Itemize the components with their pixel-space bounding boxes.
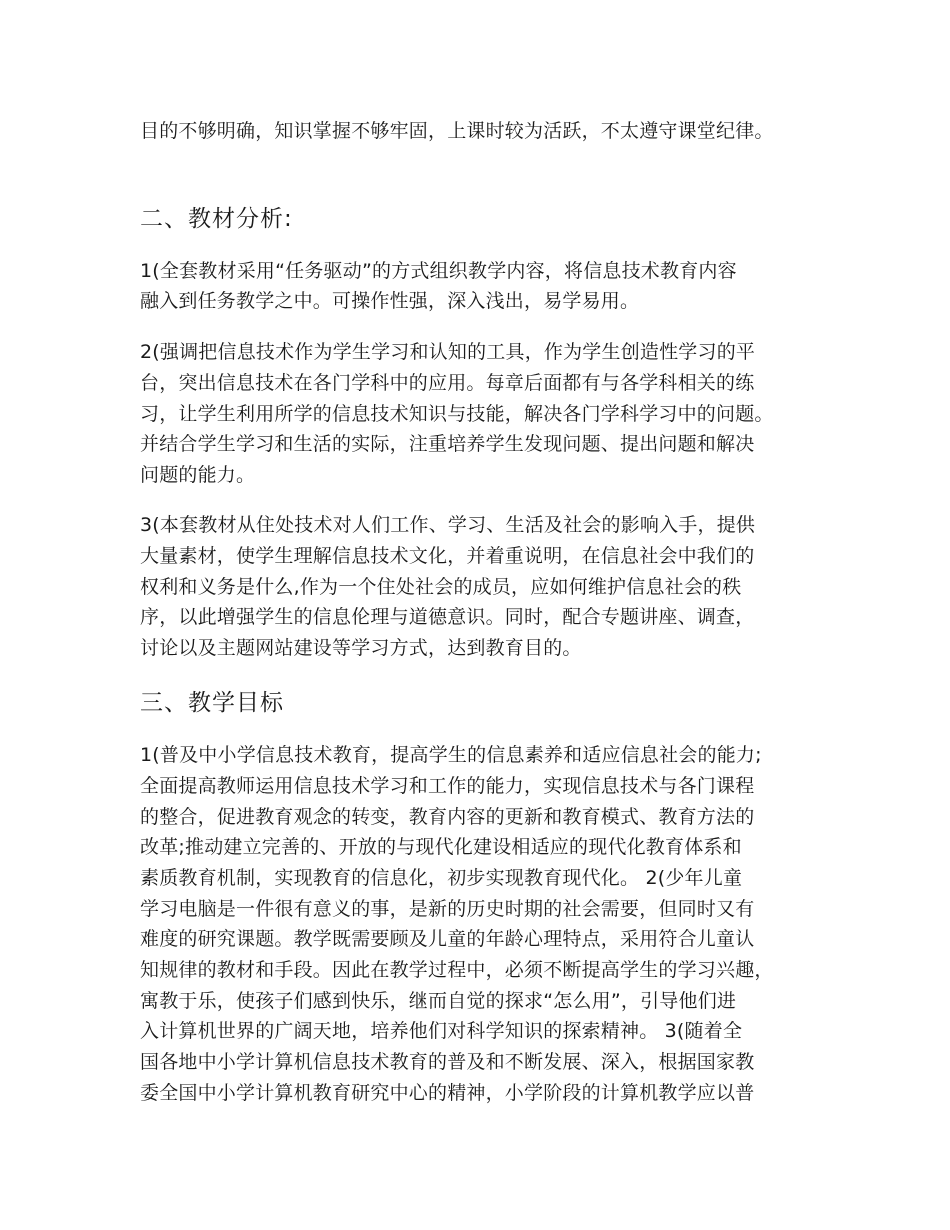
paragraph-line: 改革;推动建立完善的、开放的与现代化建设相适应的现代化教育体系和 — [140, 836, 742, 858]
paragraph-line: 问题的能力。 — [140, 464, 256, 486]
paragraph-line: 大量素材，使学生理解信息技术文化，并着重说明，在信息社会中我们的 — [140, 545, 755, 567]
paragraph-line: 学习电脑是一件很有意义的事，是新的历史时期的社会需要，但同时又有 — [140, 898, 755, 920]
paragraph-line: 3(本套教材从住处技术对人们工作、学习、生活及社会的影响入手，提供 — [140, 514, 756, 536]
paragraph-line: 序，以此增强学生的信息伦理与道德意识。同时，配合专题讲座、调查， — [140, 606, 755, 628]
paragraph-line: 委全国中小学计算机教育研究中心的精神，小学阶段的计算机教学应以普 — [140, 1082, 755, 1104]
paragraph-line: 并结合学生学习和生活的实际，注重培养学生发现问题、提出问题和解决 — [140, 433, 755, 455]
paragraph-line: 习，让学生利用所学的信息技术知识与技能，解决各门学科学习中的问题。 — [140, 403, 774, 425]
paragraph-line: 难度的研究课题。教学既需要顾及儿童的年龄心理特点，采用符合儿童认 — [140, 928, 755, 950]
paragraph-line: 素质教育机制，实现教育的信息化，初步实现教育现代化。 2(少年儿童 — [140, 867, 743, 889]
intro-line: 目的不够明确，知识掌握不够牢固，上课时较为活跃，不太遵守课堂纪律。 — [140, 120, 774, 142]
section-heading-teaching-goals: 三、教学目标 — [140, 690, 284, 716]
paragraph-line: 知规律的教材和手段。因此在教学过程中，必须不断提高学生的学习兴趣， — [140, 959, 774, 981]
paragraph-line: 台，突出信息技术在各门学科中的应用。每章后面都有与各学科相关的练 — [140, 372, 755, 394]
paragraph-line: 权利和义务是什么,作为一个住处社会的成员，应如何维护信息社会的秩 — [140, 576, 742, 598]
paragraph-line: 1(普及中小学信息技术教育，提高学生的信息素养和适应信息社会的能力; — [140, 744, 762, 766]
section-heading-textbook-analysis: 二、教材分析: — [140, 206, 293, 232]
paragraph-line: 的整合，促进教育观念的转变，教育内容的更新和教育模式、教育方法的 — [140, 806, 755, 828]
paragraph-line: 国各地中小学计算机信息技术教育的普及和不断发展、深入，根据国家教 — [140, 1051, 755, 1073]
paragraph-line: 寓教于乐，使孩子们感到快乐，继而自觉的探求“怎么用”，引导他们进 — [140, 990, 737, 1012]
paragraph-line: 入计算机世界的广阔天地，培养他们对科学知识的探索精神。 3(随着全 — [140, 1020, 743, 1042]
paragraph-line: 全面提高教师运用信息技术学习和工作的能力，实现信息技术与各门课程 — [140, 775, 755, 797]
paragraph-line: 2(强调把信息技术作为学生学习和认知的工具，作为学生创造性学习的平 — [140, 341, 756, 363]
paragraph-line: 讨论以及主题网站建设等学习方式，达到教育目的。 — [140, 637, 582, 659]
paragraph-line: 融入到任务教学之中。可操作性强，深入浅出，易学易用。 — [140, 290, 640, 312]
paragraph-line: 1(全套教材采用“任务驱动”的方式组织教学内容，将信息技术教育内容 — [140, 260, 737, 282]
